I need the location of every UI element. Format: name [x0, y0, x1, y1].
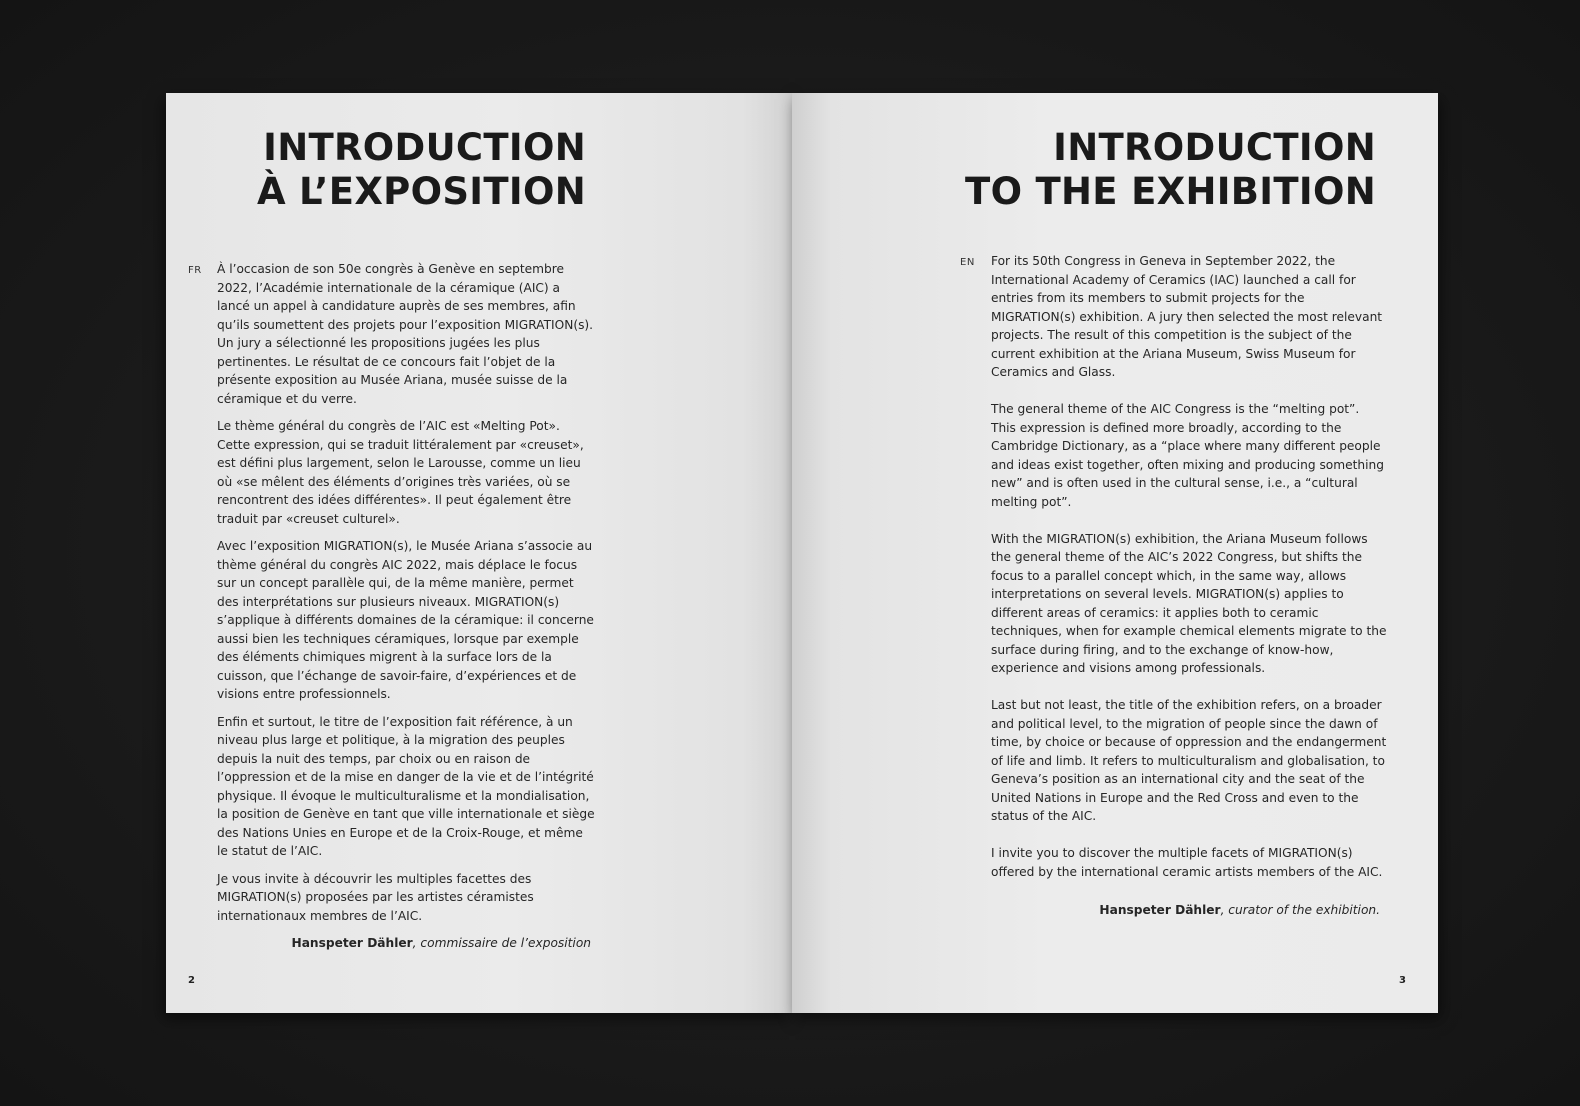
right-page: [792, 93, 1438, 1013]
language-label-en: EN: [960, 257, 975, 268]
right-page-title: [965, 126, 1376, 214]
signature-role: , curator of the exhibition.: [1220, 903, 1380, 917]
right-paragraph: I invite you to discover the multiple facets of MIGRATION(s) offered by the international ceramic artists members of the AIC.: [991, 846, 1383, 879]
left-paragraph: Enfin et surtout, le titre de l’exposition fait référence, à un niveau plus large et politique, à la migration des peuples depuis la nuit des temps, par choix ou en raison de l’oppression et de la mise en danger de la vie et de l’intégrité physique. Il évoque le multiculturalisme et la mondialisation, la position de Genève en tant que ville internationale et siège des Nations Unies en Europe et de la Croix-Rouge, et même le statut de l’AIC.: [217, 714, 595, 858]
left-title-line-1: INTRODUCTION: [263, 126, 586, 169]
signature-role: , commissaire de l’exposition: [412, 936, 591, 950]
left-paragraph: À l’occasion de son 50e congrès à Genève en septembre 2022, l’Académie internationale de la céramique (AIC) a lancé un appel à candidature auprès de ses membres, afin qu’ils soumettent des projets pour l’exposition MIGRATION(s). Un jury a sélectionné les propositions jugées les plus pertinentes. Le résultat de ce concours fait l’objet de la présente exposition au Musée Ariana, musée suisse de la céramique et du verre.: [217, 262, 594, 406]
right-paragraph: With the MIGRATION(s) exhibition, the Ariana Museum follows the general theme of the AIC’s 2022 Congress, but shifts the focus to a parallel concept which, in the same way, allows interpretations on several levels. MIGRATION(s) applies to different areas of ceramics: it applies both to ceramic techniques, when for example chemical elements migrate to the surface during firing, and to the exchange of know-how, experience and visions among professionals.: [991, 531, 1387, 675]
right-signature: [1099, 903, 1380, 917]
left-paragraph: Avec l’exposition MIGRATION(s), le Musée Ariana s’associe au thème général du congrès AIC 2022, mais déplace le focus sur un concept parallèle qui, de la même manière, permet des interprétations sur plusieurs niveaux. MIGRATION(s) s’applique à différents domaines de la céramique: il concerne aussi bien les techniques céramiques, lorsque par exemple des éléments chimiques migrent à la surface lors de la cuisson, que l’échange de savoir-faire, d’expériences et de visions entre professionnels.: [217, 539, 594, 701]
right-title-line-2: TO THE EXHIBITION: [965, 170, 1376, 213]
signature-name: Hanspeter Dähler: [1099, 903, 1221, 917]
right-paragraph: The general theme of the AIC Congress is the “melting pot”. This expression is defined more broadly, according to the Cambridge Dictionary, as a “place where many different people and ideas exist together, often mixing and producing something new” and is often used in the cultural sense, i.e., a “cultural melting pot”.: [991, 402, 1384, 509]
right-paragraph: Last but not least, the title of the exhibition refers, on a broader and political level, to the migration of people since the dawn of time, by choice or because of oppression and the endangerment of life and limb. It refers to multiculturalism and globalisation, to Geneva’s position as an international city and the seat of the United Nations in Europe and the Red Cross and even to the status of the AIC.: [991, 698, 1387, 823]
signature-name: Hanspeter Dähler: [291, 936, 413, 950]
left-paragraph: Je vous invite à découvrir les multiples facettes des MIGRATION(s) proposées par les artistes céramistes internationaux membres de l’AIC.: [217, 871, 534, 923]
left-body-text: [217, 260, 595, 934]
right-paragraph: For its 50th Congress in Geneva in September 2022, the International Academy of Ceramics (IAC) launched a call for entries from its members to submit projects for the MIGRATION(s) exhibition. A jury then selected the most relevant projects. The result of this competition is the subject of the current exhibition at the Ariana Museum, Swiss Museum for Ceramics and Glass.: [991, 254, 1383, 379]
page-number-left: 2: [188, 975, 195, 986]
left-paragraph: Le thème général du congrès de l’AIC est «Melting Pot». Cette expression, qui se traduit littéralement par «creuset», est défini plus largement, selon le Larousse, comme un lieu où «se mêlent des éléments d’origines très variées, où se rencontrent des idées différentes». Il peut également être traduit par «creuset culturel».: [217, 419, 584, 526]
left-title-line-2: À L’EXPOSITION: [256, 170, 586, 213]
left-signature: [292, 936, 592, 950]
page-number-right: 3: [1399, 975, 1406, 986]
right-body-text: [991, 252, 1387, 900]
left-page: [166, 93, 792, 1013]
right-title-line-1: INTRODUCTION: [1053, 126, 1376, 169]
language-label-fr: FR: [188, 265, 202, 276]
left-page-title: [257, 126, 586, 214]
